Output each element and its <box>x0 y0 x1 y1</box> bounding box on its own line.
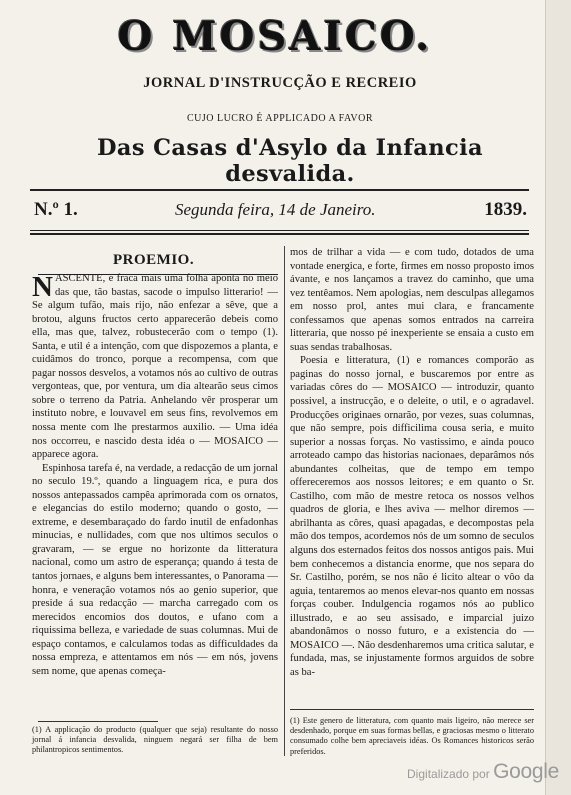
drop-cap: N <box>32 271 53 303</box>
digitization-watermark <box>407 760 559 784</box>
page-spine-edge <box>545 0 571 795</box>
issue-date: Segunda feira, 14 de Janeiro. <box>175 200 376 219</box>
column-divider <box>284 246 285 756</box>
right-paragraph-1: mos de trilhar a vida — e com tudo, dotados de uma vontade energica, e forte, firmes em nosso proposto imos ávante, e nos lançamos a travez do caminho, que uma vez tentêamos. Nem apologias, nem desculpas allegamos em nosso prol, antes mui clara, e francamente confessamos que apenas somos entrados na carreira litteraria, que nosso pé inexperiente se ensaia a custo em suas sendas trabalhosas. <box>290 247 534 353</box>
left-column <box>32 272 278 678</box>
issue-number: N.º 1. <box>34 199 78 220</box>
masthead-title: O MOSAICO. <box>117 13 433 60</box>
dateline-bottom-rule-thin <box>30 230 529 231</box>
masthead-lucro-line: CUJO LUCRO É APPLICADO A FAVOR <box>186 113 374 124</box>
masthead-subtitle: JORNAL D'INSTRUCÇÃO E RECREIO <box>143 75 417 91</box>
issue-year: 1839. <box>484 199 527 220</box>
right-paragraph-2: Poesia e litteratura, (1) e romances comporão as paginas do nosso jornal, e buscaremos por entre as variadas côres do — MOSAICO — introduzir, quanto possivel, a instrucção, e o deleite, o util, e o agradavel. Producções originaes ornarão, por vezes, suas columnas, que não sempre, pois difficilima cousa seria, e muito superior a nossas forças. No vastissimo, e ainda pouco arroteado campo das historias nacionaes, deparâmos nós abundantes colheitas, que de tempo em tempo offereceremos aos nossos leitores; e em quanto o Sr. Castilho, com mão de mestre retoca os nossos velhos quadros de gloria, e lhes aviva — melhor diremos — abrilhanta as côres, quasi apagadas, e decompostas pela mão dos tempos, acordemos nós de um somno de seculos alguns dos esternados feitos dos nossos antigos pais. Mui bem conhecemos a distancia enorme, que nos separa do Sr. Castilho, porém, se nos não é licito altear o vôo da aguia, tentaremos ao menos elevar-nos quanto em nossas forças couber. Indulgencia rogamos nós ao publico illustrado, e ao seu assisado, e imparcial juizo abandonâmos o nosso futuro, e a existencia do — MOSAICO —. Não desdenharemos uma critica salutar, e fundada, mas, se injustamente formos arguidos de sobre as ba- <box>290 355 534 678</box>
left-paragraph-1 <box>32 272 278 462</box>
masthead-casas-line: Das Casas d'Asylo da Infancia desvalida. <box>96 135 484 187</box>
right-column <box>290 246 534 680</box>
google-logo: Google <box>493 760 559 783</box>
watermark-prefix: Digitalizado por <box>407 767 490 781</box>
dateline-top-rule <box>30 189 529 191</box>
footnote-right-text: (1) Este genero de litteratura, com quanto mais ligeiro, não merece ser desdenhado, porque em suas formas bellas, e graciosas mesmo o litterato consumado colhe bem apreciaveis idéas. Os Romances historicos serão preferidos. <box>290 716 534 756</box>
dateline-bottom-rule-thick <box>30 233 529 235</box>
footnote-rule-right <box>290 709 534 710</box>
footnote-rule-left <box>38 721 158 722</box>
left-paragraph-1-text: ASCENTE, e fraca mais uma folha aponta no meio das que, tão bastas, sacode o impulso litterario! — Se algum tufão, mais rijo, não enfezar a sêve, que a brotou, alguns fructos certo apparecerão debeis como ella, mas que, talvez, robustecerão com o tempo (1). Santa, e util é a intenção, com que dispozemos a planta, e cuidâmos do tronco, porque a recompensa, com que pagar nossos desvelos, a votamos nós ao cultivo de outras vergonteas, que, por ventura, um dia altearão seus cimos sobre o terreno da Patria. Anhelando vêr prosperar um instituto nobre, e louvavel em seus fins, revolvemos em nossa mente com lhe prestarmos auxilio. — Uma idéa nos occorreu, e nascido desta idéa o — MOSAICO — apparece agora. <box>32 273 278 461</box>
footnote-left <box>32 725 278 756</box>
dateline <box>30 193 529 227</box>
footnote-right <box>290 716 534 757</box>
article-heading: PROEMIO. <box>113 252 195 268</box>
footnote-left-text: (1) A applicação do producto (qualquer que seja) resultante do nosso jornal á infancia desvalida, ninguem negará ser filha de bem philantropicos sentimentos. <box>32 725 278 755</box>
left-paragraph-2: Espinhosa tarefa é, na verdade, a redacção de um jornal no seculo 19.º, quando a linguagem rica, e pura dos nossos antepassados campêa aprimorada com os ornatos, e elegancias do estilo moderno; quando o gosto, — extreme, e desembaraçado do fardo inutil de enfadonhas minucias, e nullidades, com que nos ultimos seculos o gravaram, — se ergue no horizonte da litteratura nacional, como um astro de esperança; quando á testa de tantos jornaes, e alguns bem interessantes, o Panorama — honra, e veneração votamos nós ao genio superior, que preside á sua redacção — marcha carregado com os merecidos encomios dos doutos, e ufano com a riquissima belleza, e variedade de suas columnas. Mui de espaço contamos, e calculamos todas as difficuldades da nossa empreza, e attentamos em nós — em nós, jovens sem nome, que apenas começa- <box>32 462 278 677</box>
